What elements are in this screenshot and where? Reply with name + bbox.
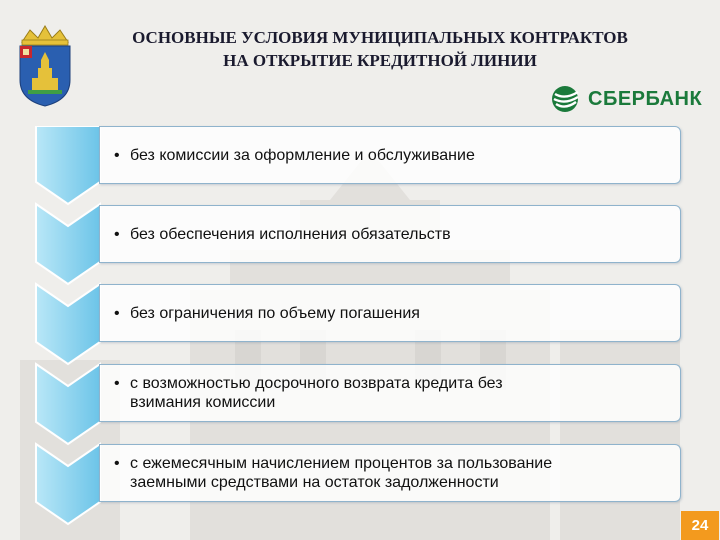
condition-item-1 <box>99 126 681 184</box>
coat-of-arms-icon <box>14 20 76 108</box>
bullet: • <box>114 375 120 392</box>
bullet: • <box>114 304 120 322</box>
bullet: • <box>114 455 120 472</box>
page-title <box>80 26 680 72</box>
chevron-2 <box>36 204 100 284</box>
condition-item-5 <box>99 444 681 502</box>
bullet: • <box>114 146 120 164</box>
condition-line-1: без ограничения по объему погашения <box>130 304 420 322</box>
bullet: • <box>114 225 120 243</box>
condition-text <box>100 146 485 165</box>
page-number: 24 <box>681 511 719 540</box>
condition-line-1: без обеспечения исполнения обязательств <box>130 225 451 243</box>
sberbank-logo-icon <box>548 84 582 114</box>
bank-name: СБЕРБАНК <box>588 87 703 110</box>
condition-line-2: взимания комиссии <box>130 394 276 411</box>
chevron-3 <box>36 284 100 364</box>
chevron-5 <box>36 444 100 524</box>
chevron-column <box>34 126 104 526</box>
condition-item-4 <box>99 364 681 422</box>
condition-text <box>100 304 430 323</box>
chevron-4 <box>36 364 100 444</box>
condition-item-2 <box>99 205 681 263</box>
condition-line-2: заемными средствами на остаток задолженности <box>130 474 499 491</box>
condition-line-1: без комиссии за оформление и обслуживание <box>130 146 475 164</box>
condition-text <box>100 454 562 492</box>
title-line-2: НА ОТКРЫТИЕ КРЕДИТНОЙ ЛИНИИ <box>223 51 537 70</box>
condition-text <box>100 374 513 412</box>
condition-item-3 <box>99 284 681 342</box>
chevron-1 <box>36 126 100 204</box>
title-line-1: ОСНОВНЫЕ УСЛОВИЯ МУНИЦИПАЛЬНЫХ КОНТРАКТОВ <box>132 28 628 47</box>
condition-line-1: с возможностью досрочного возврата кредита без <box>130 375 503 392</box>
condition-text <box>100 225 461 244</box>
condition-line-1: с ежемесячным начислением процентов за пользование <box>130 455 553 472</box>
sberbank-logo <box>548 84 702 114</box>
